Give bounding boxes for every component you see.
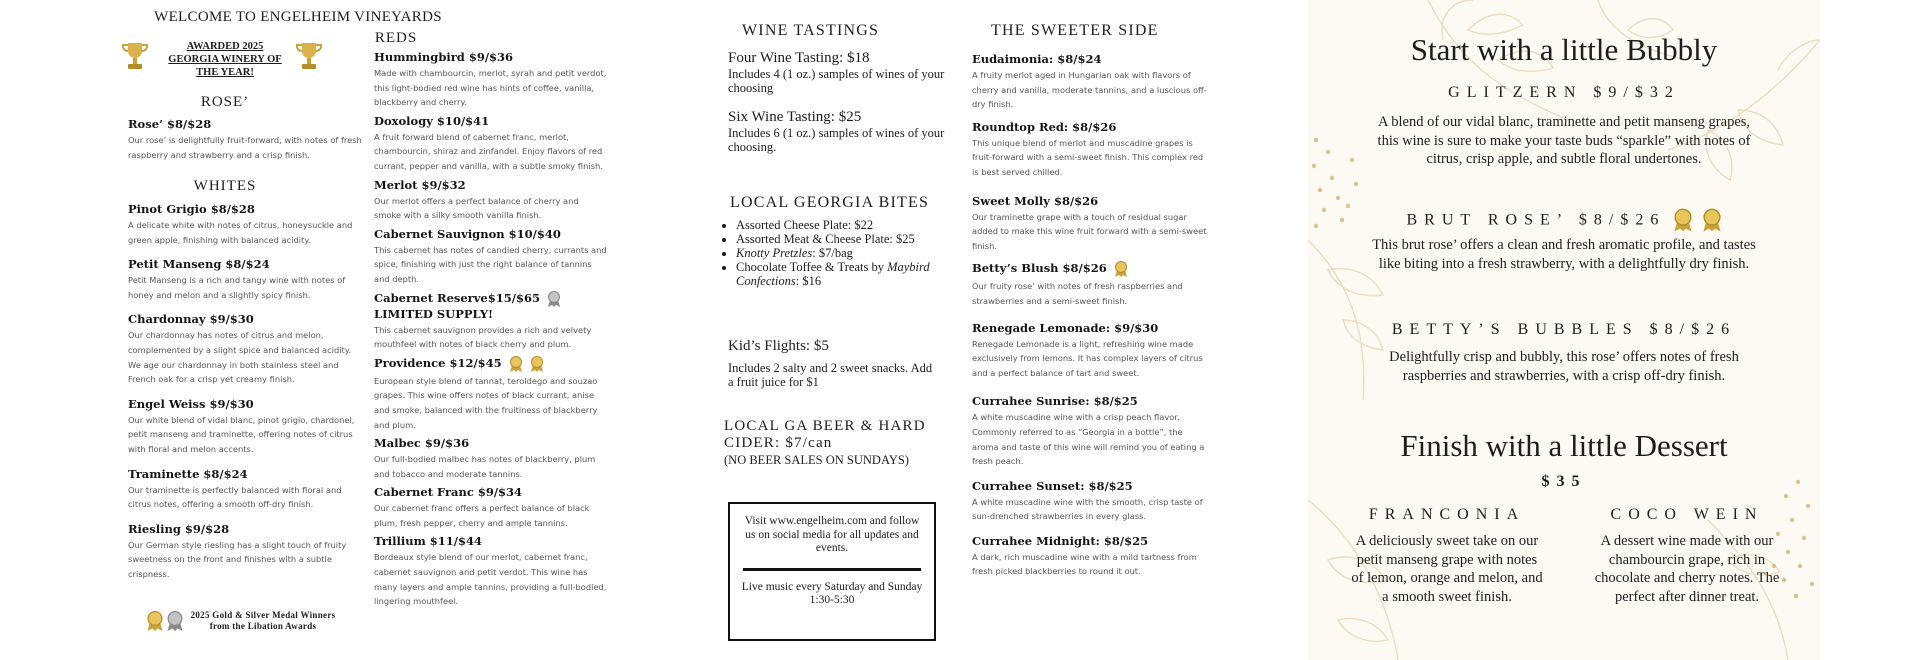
wine-description: Our merlot offers a perfect balance of cherry and smoke with a silky smooth vanilla finish. <box>374 195 579 221</box>
bubbly-dessert-panel <box>1308 0 1820 660</box>
sparkling-wine-description: Delightfully crisp and bubbly, this rose’ offers notes of fresh raspberries and strawberries, with a crisp off-dry finish. <box>1389 349 1739 384</box>
divider <box>743 568 921 571</box>
reds-section-title: REDS <box>374 30 418 46</box>
bite-item: • Assorted Cheese Plate: $22 <box>736 218 952 232</box>
tasting-name: Six Wine Tasting: $25 <box>728 109 862 125</box>
wine-description: Our traminette grape with a touch of residual sugar added to make this wine fruit forward with a semi-sweet finish. <box>972 211 1207 251</box>
welcome-title: WELCOME TO ENGELHEIM VINEYARDS <box>154 9 442 25</box>
wine-name: Renegade Lemonade: $9/$30 <box>972 320 1159 335</box>
wine-name-with-medal <box>972 261 1210 277</box>
sweeter-side-title: THE SWEETER SIDE <box>991 22 1159 39</box>
wine-description: A dark, rich muscadine wine with a mild tartness from fresh picked blackberries to round it out. <box>972 551 1197 577</box>
wine-name: Roundtop Red: $8/$26 <box>972 119 1117 134</box>
dessert-wine-name: FRANCONIA <box>1368 506 1526 523</box>
wine-name: Engel Weiss $9/$30 <box>128 396 254 411</box>
visit-text: Visit www.engelheim.com and follow us on social media for all updates and events. <box>744 515 920 554</box>
wine-name: Cabernet Franc $9/$34 <box>374 485 523 500</box>
gold-medal-icon <box>1673 208 1693 232</box>
bites-list <box>722 218 952 288</box>
beer-title: LOCAL GA BEER & HARD CIDER: $7/can <box>724 418 926 451</box>
wine-list-panel <box>118 0 608 660</box>
whites-list <box>128 202 363 582</box>
dessert-wine-name: COCO WEIN <box>1610 506 1764 523</box>
wine-name: Eudaimonia: $8/$24 <box>972 52 1102 66</box>
sparkling-wine-name: GLITZERN $9/$32 <box>1448 84 1680 101</box>
sparkling-wine-description: This brut rose’ offers a clean and fresh aromatic profile, and tastes like biting into a fresh strawberry, with a delightfully dry finish. <box>1372 237 1756 272</box>
whites-section-title: WHITES <box>193 178 257 194</box>
sparkling-wine-name: BRUT ROSE’ $8/$26 <box>1406 211 1666 229</box>
wine-name: Hummingbird $9/$36 <box>374 50 514 64</box>
trophy-icon <box>120 40 150 74</box>
wine-name: Currahee Midnight: $8/$25 <box>972 533 1149 548</box>
beer-note: (NO BEER SALES ON SUNDAYS) <box>724 453 909 467</box>
wine-description: A white muscadine wine with the smooth, crisp taste of sun-drenched strawberries in every glass. <box>972 496 1203 522</box>
wine-description: Our German style riesling has a slight touch of fruity sweetness on the front and finishes with a subtle crispness. <box>128 539 347 579</box>
wine-name: Cabernet Sauvignon $10/$40 <box>374 226 561 241</box>
tastings-title: WINE TASTINGS <box>742 22 880 39</box>
wine-description: Our cabernet franc offers a perfect balance of black plum, fresh pepper, cherry and ample tannins. <box>374 503 590 528</box>
gold-medal-icon <box>1702 208 1722 232</box>
tastings-panel <box>720 0 960 660</box>
wine-description: Our chardonnay has notes of citrus and melon, complemented by a slight spice and balanced acidity. We age our chardonnay in both stainless steel and French oak for a crisp yet creamy finish. <box>128 330 352 385</box>
silver-medal-icon <box>547 291 561 307</box>
medal-footer <box>146 610 346 642</box>
wine-name: Petit Manseng $8/$24 <box>128 257 270 272</box>
trophy-icon <box>294 40 324 74</box>
tasting-description: Includes 4 (1 oz.) samples of wines of your choosing <box>728 67 945 95</box>
wine-name: Doxology $10/$41 <box>374 113 490 128</box>
sweeter-side-panel <box>970 0 1210 660</box>
bites-title: LOCAL GEORGIA BITES <box>730 194 930 211</box>
wine-description: A fruit forward blend of cabernet franc, merlot, chambourcin, shiraz and zinfandel. Enjoy flavors of red currant, pepper and vanilla, with a subtle smoky finish. <box>374 131 603 171</box>
info-box <box>728 502 936 641</box>
wine-name: Merlot $9/$32 <box>374 177 466 192</box>
wine-name-with-medal <box>374 356 608 372</box>
wine-description: Renegade Lemonade is a light, refreshing wine made exclusively from lemons. It has complex layers of citrus and a perfect balance of tart and sweet. <box>972 338 1203 378</box>
wine-name: Sweet Molly $8/$26 <box>972 193 1099 208</box>
wine-description: A fruity merlot aged in Hungarian oak with flavors of cherry and vanilla, moderate tannins, and a luscious off-dry finish. <box>972 70 1207 110</box>
wine-name-with-medal <box>374 291 608 307</box>
wine-name: Traminette $8/$24 <box>128 466 248 481</box>
bite-item: • Knotty Pretzles: $7/bag <box>736 246 952 260</box>
wine-name: Chardonnay $9/$30 <box>128 312 254 327</box>
silver-medal-icon <box>166 611 184 631</box>
gold-medal-icon <box>530 356 544 372</box>
wine-description: Our fruity rose’ with notes of fresh raspberries and strawberries and a semi-sweet finish. <box>972 281 1183 306</box>
dessert-wine-description: A dessert wine made with our chambourcin grape, rich in chocolate and cherry notes. The perfect after dinner treat. <box>1594 533 1780 605</box>
sweet-wine-list <box>972 52 1210 579</box>
wine-name: Currahee Sunrise: $8/$25 <box>972 394 1138 409</box>
wine-name: Cabernet Reserve$15/$65 <box>374 290 540 305</box>
wine-description: This unique blend of merlot and muscadine grapes is fruit-forward with a semi-sweet finish. This complex red is best served chilled. <box>972 137 1204 177</box>
bubbly-title: Start with a little Bubbly <box>1410 32 1718 67</box>
kids-flights-description: Includes 2 salty and 2 sweet snacks. Add a fruit juice for $1 <box>728 361 933 389</box>
wine-description: A white muscadine wine with a crisp peach flavor. Commonly referred to as “Georgia in a bottle”, the aroma and taste of this wine will remind you of eating a fresh peach. <box>972 412 1205 467</box>
wine-description: Our full-bodied malbec has notes of blackberry, plum and tobacco and moderate tannins. <box>374 454 596 479</box>
medal-footer-text: 2025 Gold & Silver Medal Winners from the Libation Awards <box>190 610 336 631</box>
sparkling-wine-description: A blend of our vidal blanc, traminette and petit manseng grapes, this wine is sure to make your taste buds “sparkle” with notes of citrus, crisp apple, and subtle floral undertones. <box>1377 114 1751 167</box>
bite-item: • Assorted Meat & Cheese Plate: $25 <box>736 232 952 246</box>
sparkling-wine-name: BETTY’S BUBBLES $8/$26 <box>1391 321 1737 338</box>
limited-supply-note: LIMITED SUPPLY! <box>374 306 494 321</box>
wine-name: Rose’ $8/$28 <box>128 117 212 131</box>
rose-list <box>128 117 363 162</box>
wine-name: Pinot Grigio $8/$28 <box>128 202 255 216</box>
rose-section-title: ROSE’ <box>200 94 250 110</box>
wine-description: This cabernet sauvignon provides a rich and velvety mouthfeel with notes of black cherry and plum. <box>374 324 592 350</box>
tasting-description: Includes 6 (1 oz.) samples of wines of your choosing. <box>728 126 945 154</box>
wine-description: Made with chambourcin, merlot, syrah and petit verdot, this light-bodied red wine has hints of coffee, vanilla, blackberry and cherry. <box>374 68 607 108</box>
gold-medal-icon <box>146 611 164 631</box>
wine-description: Bordeaux style blend of our merlot, cabernet franc, cabernet sauvignon and petit verdot. This wine has many layers and ample tannins, providing a full-bodied, lingering mouthfeel. <box>374 552 607 607</box>
wine-description: Petit Manseng is a rich and tangy wine with notes of honey and melon and a slightly spicy finish. <box>128 275 346 300</box>
award-text: AWARDED 2025 GEORGIA WINERY OF THE YEAR! <box>168 41 282 78</box>
wine-name: Currahee Sunset: $8/$25 <box>972 478 1133 493</box>
kids-flights-title: Kid’s Flights: $5 <box>728 338 829 354</box>
wine-description: Our white blend of vidal blanc, pinot grigio, chardonel, petit manseng and traminette, offering notes of citrus with floral and melon accents. <box>128 414 355 454</box>
wine-description: Our traminette is perfectly balanced with floral and citrus notes, offering a smooth off-dry finish. <box>128 484 342 510</box>
dessert-title: Finish with a little Dessert <box>1400 428 1728 463</box>
dessert-wine-description: A deliciously sweet take on our petit manseng grape with notes of lemon, orange and melon, and a smooth sweet finish. <box>1351 533 1543 605</box>
wine-name: Betty’s Blush $8/$26 <box>972 261 1107 276</box>
wine-description: Our rose’ is delightfully fruit-forward, with notes of fresh raspberry and strawberry and a crisp finish. <box>128 135 362 160</box>
wine-description: A delicate white with notes of citrus, honeysuckle and green apple, finishing with balanced acidity. <box>128 220 353 245</box>
award-banner <box>118 36 332 84</box>
live-music-text: Live music every Saturday and Sunday 1:30-5:30 <box>741 580 923 606</box>
wine-name: Malbec $9/$36 <box>374 436 470 451</box>
dessert-price: $35 <box>1541 473 1587 490</box>
wine-description: This cabernet has notes of candied cherry, currants and spice, finishing with just the right balance of tannins and depth. <box>374 244 607 284</box>
gold-medal-icon <box>509 356 523 372</box>
tasting-name: Four Wine Tasting: $18 <box>728 50 870 66</box>
reds-list <box>374 50 608 609</box>
wine-name: Providence $12/$45 <box>374 355 502 370</box>
wine-name: Trillium $11/$44 <box>374 534 482 549</box>
wine-description: European style blend of tannat, teroldego and souzao grapes. This wine offers notes of black currant, anise and smoke, balanced with the fruitiness of blackberry and plum. <box>374 375 598 430</box>
wine-name: Riesling $9/$28 <box>128 521 230 536</box>
gold-medal-icon <box>1114 261 1128 277</box>
bite-item: • Chocolate Toffee & Treats by Maybird Confections: $16 <box>736 260 952 288</box>
sparkling-wine-row <box>1308 208 1820 232</box>
tastings-list <box>728 50 958 154</box>
